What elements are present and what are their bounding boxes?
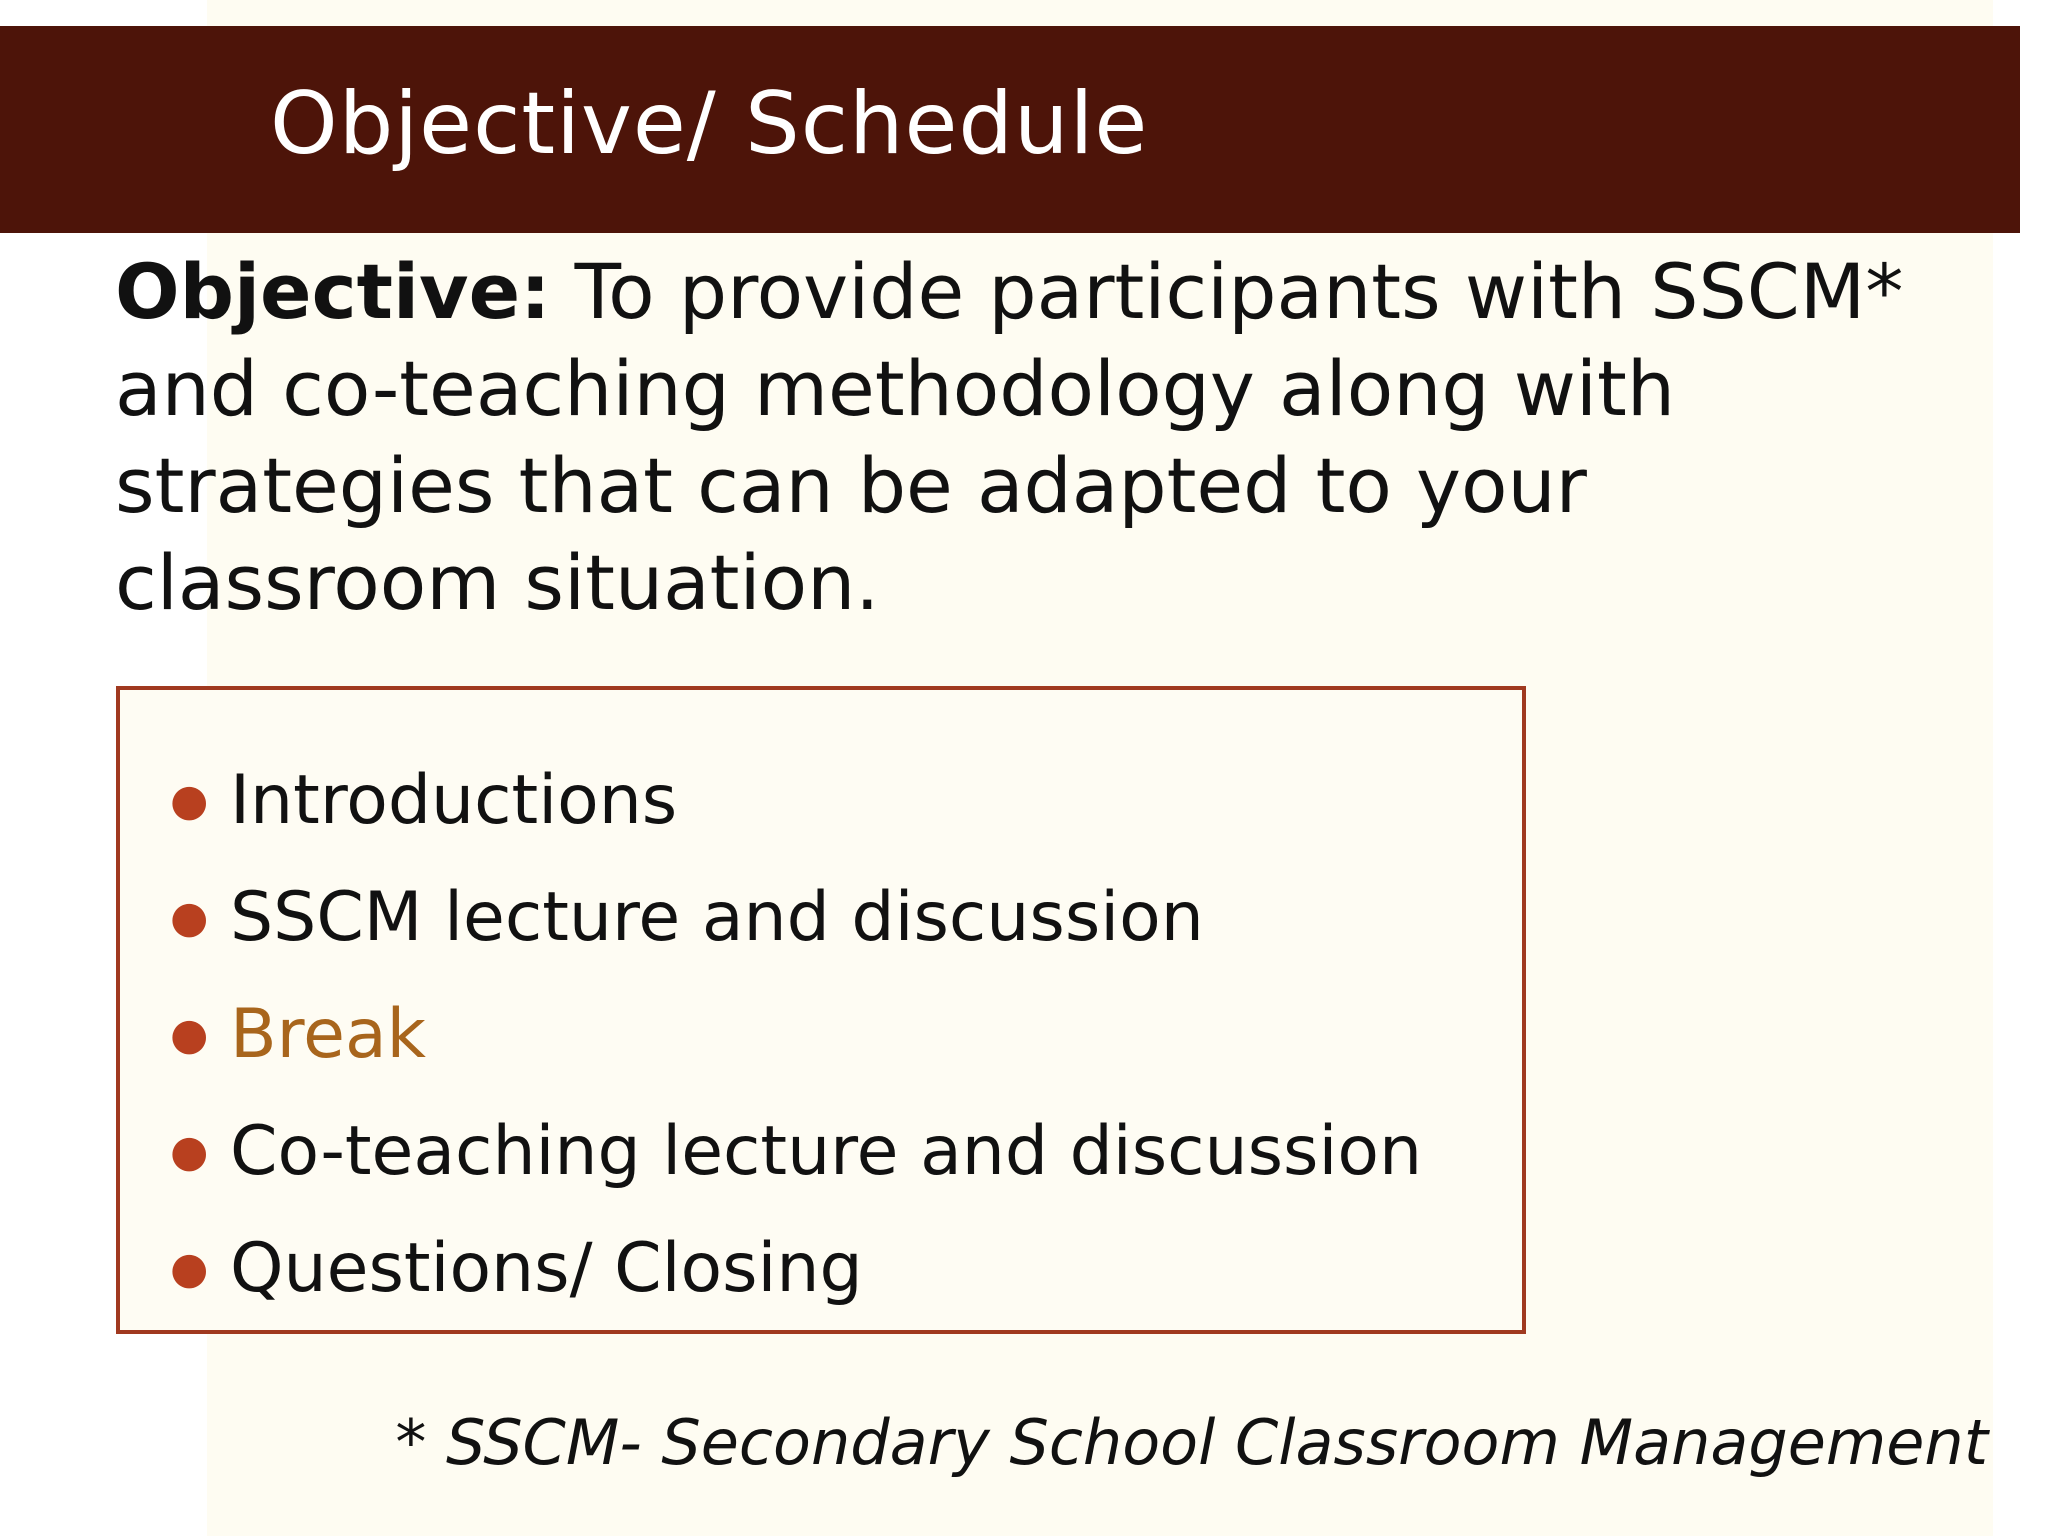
bullet-icon: ● [170, 1126, 209, 1177]
schedule-item [164, 742, 1422, 859]
schedule-item-break [164, 976, 1422, 1093]
schedule-box [116, 686, 1526, 1334]
schedule-item-text: Co-teaching lecture and discussion [230, 1112, 1423, 1191]
objective-label: Objective: [115, 247, 551, 336]
bullet-icon: ● [170, 775, 209, 826]
footnote: * SSCM- Secondary School Classroom Management [395, 1406, 1988, 1479]
schedule-item-text: SSCM lecture and discussion [230, 878, 1204, 957]
schedule-item [164, 859, 1422, 976]
schedule-item-text: Break [230, 995, 426, 1074]
slide-title: Objective/ Schedule [270, 74, 1149, 174]
schedule-list [164, 742, 1422, 1327]
schedule-item [164, 1210, 1422, 1327]
bullet-icon: ● [170, 892, 209, 943]
objective-paragraph [115, 243, 1955, 631]
schedule-item-text: Introductions [230, 761, 678, 840]
bullet-icon: ● [170, 1243, 209, 1294]
schedule-item [164, 1093, 1422, 1210]
bullet-icon: ● [170, 1009, 209, 1060]
schedule-item-text: Questions/ Closing [230, 1229, 863, 1308]
objective-text: To provide participants with SSCM* and co-teaching methodology along with strategies that can be adapted to your classroom situation. [115, 247, 1904, 627]
